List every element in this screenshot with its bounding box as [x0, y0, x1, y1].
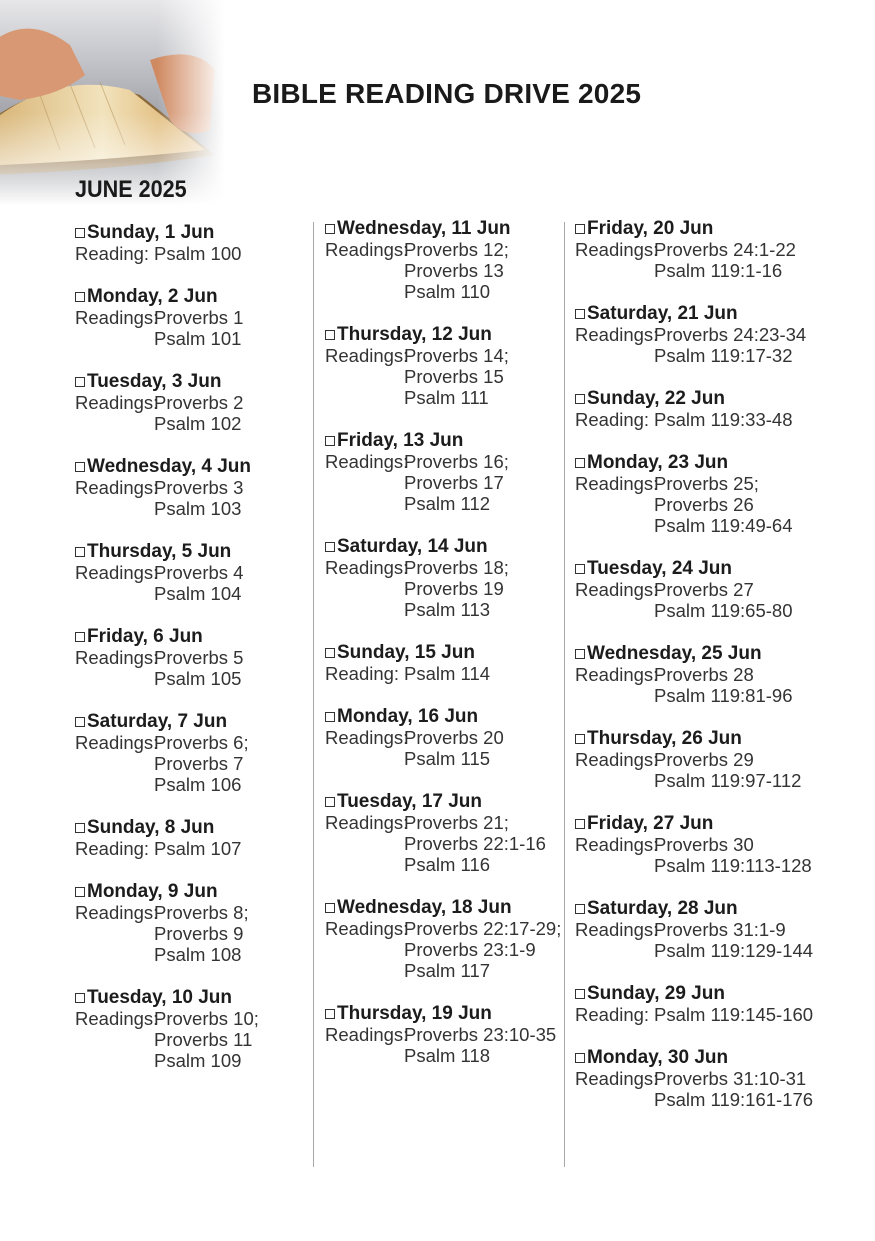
readings-row	[575, 1068, 814, 1110]
readings-list	[654, 749, 801, 791]
readings-label: Readings:	[575, 834, 659, 855]
readings-row	[75, 392, 310, 434]
day-label: Thursday, 5 Jun	[87, 541, 232, 562]
readings-list	[654, 579, 793, 621]
day-row	[575, 898, 810, 919]
readings-row	[575, 324, 810, 366]
checkbox-icon[interactable]	[75, 377, 85, 387]
checkbox-icon[interactable]	[325, 797, 335, 807]
reading-passage: Proverbs 18;	[404, 557, 509, 578]
readings-label: Reading:	[575, 1004, 650, 1025]
reading-entry	[75, 881, 310, 965]
column-3	[575, 218, 814, 1132]
day-label: Monday, 16 Jun	[337, 706, 479, 727]
reading-passage: Psalm 101	[154, 328, 242, 349]
readings-label: Readings:	[75, 1008, 159, 1029]
day-label: Monday, 30 Jun	[587, 1047, 729, 1068]
readings-row	[325, 1024, 560, 1066]
readings-row	[325, 812, 560, 875]
readings-list	[654, 919, 813, 961]
readings-list	[404, 727, 504, 769]
reading-passage: Proverbs 2	[154, 392, 244, 413]
reading-passage: Psalm 119:113-128	[654, 855, 812, 876]
readings-list	[404, 451, 509, 514]
day-row	[325, 324, 560, 345]
reading-passage: Psalm 119:161-176	[654, 1089, 814, 1110]
readings-list	[404, 918, 561, 981]
reading-passage: Proverbs 15	[404, 366, 504, 387]
reading-passage: Proverbs 22:1-16	[404, 833, 546, 854]
day-label: Thursday, 12 Jun	[337, 324, 492, 345]
reading-entry	[325, 791, 560, 875]
readings-list	[654, 834, 812, 876]
readings-label: Readings:	[575, 749, 659, 770]
reading-passage: Proverbs 14;	[404, 345, 509, 366]
reading-entry	[75, 541, 310, 604]
readings-row	[325, 239, 560, 302]
reading-passage: Psalm 111	[404, 387, 489, 408]
checkbox-icon[interactable]	[575, 819, 585, 829]
day-label: Sunday, 1 Jun	[87, 222, 215, 243]
day-row	[75, 817, 310, 838]
reading-passage: Proverbs 17	[404, 472, 504, 493]
readings-list	[654, 324, 806, 366]
reading-entry	[75, 222, 310, 264]
checkbox-icon[interactable]	[575, 564, 585, 574]
readings-row	[325, 345, 560, 408]
readings-list	[154, 902, 249, 965]
day-label: Tuesday, 17 Jun	[337, 791, 483, 812]
readings-row	[575, 409, 810, 430]
reading-passage: Proverbs 24:23-34	[654, 324, 807, 345]
readings-label: Readings:	[325, 1024, 409, 1045]
readings-label: Readings:	[325, 918, 409, 939]
day-label: Saturday, 7 Jun	[87, 711, 228, 732]
day-label: Wednesday, 4 Jun	[87, 456, 252, 477]
readings-row	[575, 473, 810, 536]
readings-label: Readings:	[75, 732, 159, 753]
readings-row	[75, 1008, 310, 1071]
readings-label: Reading:	[325, 663, 400, 684]
reading-passage: Psalm 105	[154, 668, 242, 689]
reading-passage: Proverbs 23:10-35	[404, 1024, 557, 1045]
reading-entry	[75, 456, 310, 519]
checkbox-icon[interactable]	[575, 458, 585, 468]
day-label: Tuesday, 24 Jun	[587, 558, 733, 579]
readings-row	[325, 451, 560, 514]
readings-label: Readings:	[75, 392, 159, 413]
reading-entry	[75, 371, 310, 434]
reading-entry	[325, 324, 560, 408]
readings-row	[75, 243, 310, 264]
readings-row	[575, 749, 810, 791]
day-row	[325, 218, 560, 239]
reading-entry	[75, 987, 310, 1071]
readings-row	[75, 732, 310, 795]
checkbox-icon[interactable]	[575, 309, 585, 319]
reading-passage: Psalm 117	[404, 960, 491, 981]
reading-passage: Proverbs 23:1-9	[404, 939, 536, 960]
day-row	[325, 706, 560, 727]
readings-list	[154, 477, 243, 519]
readings-label: Readings:	[75, 647, 159, 668]
reading-passage: Proverbs 11	[154, 1029, 253, 1050]
reading-passage: Proverbs 22:17-29;	[404, 918, 562, 939]
readings-list	[654, 409, 793, 430]
readings-label: Readings:	[575, 324, 659, 345]
checkbox-icon[interactable]	[75, 823, 85, 833]
readings-label: Reading:	[575, 409, 650, 430]
day-row	[575, 558, 810, 579]
checkbox-icon[interactable]	[325, 903, 335, 913]
readings-label: Readings:	[325, 239, 409, 260]
day-row	[75, 286, 310, 307]
readings-list	[654, 473, 793, 536]
reading-passage: Psalm 109	[154, 1050, 242, 1071]
readings-label: Readings:	[325, 727, 409, 748]
readings-list	[154, 1008, 259, 1071]
day-label: Sunday, 8 Jun	[87, 817, 215, 838]
checkbox-icon[interactable]	[75, 228, 85, 238]
day-label: Tuesday, 10 Jun	[87, 987, 233, 1008]
reading-entry	[325, 1003, 560, 1066]
readings-list	[154, 838, 241, 859]
reading-entry	[575, 388, 810, 430]
reading-entry	[325, 642, 560, 684]
readings-label: Readings:	[575, 664, 659, 685]
column-1	[75, 222, 310, 1093]
readings-label: Readings:	[75, 562, 159, 583]
day-label: Saturday, 21 Jun	[587, 303, 738, 324]
day-row	[325, 536, 560, 557]
readings-list	[154, 243, 241, 264]
readings-label: Readings:	[325, 812, 409, 833]
readings-list	[654, 664, 793, 706]
reading-entry	[575, 303, 810, 366]
readings-list	[404, 239, 509, 302]
checkbox-icon[interactable]	[75, 547, 85, 557]
readings-row	[325, 918, 560, 981]
reading-passage: Proverbs 20	[404, 727, 504, 748]
day-label: Wednesday, 18 Jun	[337, 897, 512, 918]
column-2	[325, 218, 560, 1088]
reading-passage: Psalm 113	[404, 599, 491, 620]
reading-passage: Proverbs 19	[404, 578, 504, 599]
reading-passage: Proverbs 24:1-22	[654, 239, 796, 260]
readings-list	[404, 812, 546, 875]
readings-label: Readings:	[575, 579, 659, 600]
day-row	[75, 881, 310, 902]
reading-passage: Proverbs 21;	[404, 812, 509, 833]
reading-entry	[325, 706, 560, 769]
day-row	[575, 1047, 810, 1068]
readings-label: Readings:	[575, 1068, 659, 1089]
checkbox-icon[interactable]	[75, 462, 85, 472]
day-label: Friday, 13 Jun	[337, 430, 464, 451]
page-title: BIBLE READING DRIVE 2025	[252, 78, 642, 109]
checkbox-icon[interactable]	[575, 904, 585, 914]
readings-label: Reading:	[75, 838, 150, 859]
reading-entry	[75, 711, 310, 795]
day-row	[575, 983, 810, 1004]
readings-row	[325, 663, 560, 684]
reading-entry	[575, 452, 810, 536]
day-row	[575, 303, 810, 324]
reading-entry	[75, 286, 310, 349]
readings-list	[654, 239, 796, 281]
checkbox-icon[interactable]	[325, 330, 335, 340]
day-row	[75, 711, 310, 732]
checkbox-icon[interactable]	[575, 649, 585, 659]
reading-passage: Psalm 119:81-96	[654, 685, 793, 706]
reading-passage: Proverbs 4	[154, 562, 244, 583]
reading-passage: Psalm 119:145-160	[654, 1004, 814, 1025]
day-label: Saturday, 28 Jun	[587, 898, 738, 919]
readings-label: Reading:	[75, 243, 150, 264]
reading-passage: Psalm 119:65-80	[654, 600, 793, 621]
reading-entry	[325, 536, 560, 620]
reading-entry	[75, 626, 310, 689]
readings-label: Readings:	[75, 477, 159, 498]
reading-passage: Proverbs 29	[654, 749, 754, 770]
readings-row	[75, 838, 310, 859]
reading-passage: Proverbs 7	[154, 753, 244, 774]
reading-entry	[575, 558, 810, 621]
checkbox-icon[interactable]	[75, 717, 85, 727]
day-label: Monday, 23 Jun	[587, 452, 729, 473]
reading-passage: Psalm 114	[404, 663, 491, 684]
day-label: Monday, 9 Jun	[87, 881, 218, 902]
checkbox-icon[interactable]	[575, 1053, 585, 1063]
reading-entry	[75, 817, 310, 859]
reading-passage: Psalm 107	[154, 838, 242, 859]
month-heading: JUNE 2025	[75, 176, 187, 203]
day-label: Monday, 2 Jun	[87, 286, 218, 307]
column-divider	[313, 222, 314, 1167]
reading-passage: Proverbs 10;	[154, 1008, 259, 1029]
readings-row	[575, 834, 810, 876]
day-row	[75, 987, 310, 1008]
reading-passage: Psalm 119:129-144	[654, 940, 814, 961]
reading-passage: Proverbs 27	[654, 579, 754, 600]
checkbox-icon[interactable]	[75, 292, 85, 302]
day-row	[325, 1003, 560, 1024]
reading-passage: Proverbs 25;	[654, 473, 759, 494]
reading-entry	[575, 983, 814, 1025]
day-label: Thursday, 19 Jun	[337, 1003, 492, 1024]
reading-entry	[575, 218, 810, 281]
readings-list	[404, 663, 490, 684]
readings-row	[75, 477, 310, 519]
checkbox-icon[interactable]	[75, 632, 85, 642]
checkbox-icon[interactable]	[575, 394, 585, 404]
day-label: Wednesday, 11 Jun	[337, 218, 511, 239]
day-label: Sunday, 15 Jun	[337, 642, 475, 663]
readings-label: Readings:	[75, 307, 159, 328]
checkbox-icon[interactable]	[325, 648, 335, 658]
day-row	[575, 728, 810, 749]
readings-list	[154, 562, 243, 604]
reading-passage: Psalm 119:49-64	[654, 515, 793, 536]
reading-passage: Proverbs 6;	[154, 732, 249, 753]
reading-entry	[325, 430, 560, 514]
reading-passage: Psalm 119:97-112	[654, 770, 802, 791]
reading-entry	[575, 643, 810, 706]
readings-row	[75, 647, 310, 689]
reading-passage: Proverbs 30	[654, 834, 754, 855]
day-label: Saturday, 14 Jun	[337, 536, 488, 557]
reading-passage: Psalm 100	[154, 243, 242, 264]
open-bible-photo	[0, 0, 225, 205]
reading-entry	[325, 897, 560, 981]
readings-list	[654, 1068, 813, 1110]
day-row	[75, 456, 310, 477]
readings-list	[154, 307, 243, 349]
checkbox-icon[interactable]	[75, 887, 85, 897]
reading-passage: Proverbs 3	[154, 477, 244, 498]
reading-passage: Psalm 116	[404, 854, 491, 875]
checkbox-icon[interactable]	[325, 542, 335, 552]
reading-entry	[575, 1047, 814, 1110]
day-row	[575, 813, 810, 834]
reading-passage: Proverbs 13	[404, 260, 504, 281]
reading-passage: Psalm 108	[154, 944, 242, 965]
readings-row	[325, 557, 560, 620]
day-row	[325, 791, 560, 812]
column-divider	[564, 222, 565, 1167]
readings-label: Readings:	[575, 473, 659, 494]
day-row	[575, 452, 810, 473]
reading-passage: Proverbs 31:1-9	[654, 919, 786, 940]
reading-passage: Psalm 119:1-16	[654, 260, 783, 281]
day-row	[75, 541, 310, 562]
readings-list	[404, 1024, 556, 1066]
readings-list	[154, 392, 243, 434]
readings-list	[404, 345, 509, 408]
reading-passage: Proverbs 8;	[154, 902, 249, 923]
readings-row	[575, 579, 810, 621]
reading-passage: Psalm 115	[404, 748, 491, 769]
reading-passage: Proverbs 5	[154, 647, 244, 668]
reading-passage: Proverbs 26	[654, 494, 754, 515]
day-label: Sunday, 22 Jun	[587, 388, 725, 409]
day-row	[325, 897, 560, 918]
readings-row	[75, 902, 310, 965]
readings-label: Readings:	[575, 919, 659, 940]
readings-label: Readings:	[325, 345, 409, 366]
readings-label: Readings:	[575, 239, 659, 260]
day-row	[75, 222, 310, 243]
readings-row	[575, 239, 810, 281]
readings-list	[154, 732, 249, 795]
readings-row	[575, 919, 814, 961]
reading-passage: Proverbs 12;	[404, 239, 509, 260]
readings-label: Readings:	[325, 557, 409, 578]
checkbox-icon[interactable]	[575, 734, 585, 744]
reading-entry	[575, 728, 810, 791]
day-label: Thursday, 26 Jun	[587, 728, 742, 749]
day-label: Wednesday, 25 Jun	[587, 643, 762, 664]
readings-list	[154, 647, 243, 689]
checkbox-icon[interactable]	[75, 993, 85, 1003]
readings-label: Readings:	[75, 902, 159, 923]
reading-entry	[575, 813, 810, 876]
day-label: Friday, 27 Jun	[587, 813, 714, 834]
day-row	[75, 626, 310, 647]
readings-row	[575, 664, 810, 706]
readings-list	[654, 1004, 813, 1025]
reading-passage: Psalm 112	[404, 493, 491, 514]
readings-row	[75, 307, 310, 349]
reading-passage: Proverbs 28	[654, 664, 754, 685]
reading-passage: Psalm 103	[154, 498, 242, 519]
day-label: Tuesday, 3 Jun	[87, 371, 222, 392]
reading-passage: Psalm 102	[154, 413, 242, 434]
day-label: Sunday, 29 Jun	[587, 983, 725, 1004]
day-row	[75, 371, 310, 392]
readings-row	[325, 727, 560, 769]
reading-passage: Psalm 110	[404, 281, 491, 302]
day-label: Friday, 20 Jun	[587, 218, 714, 239]
reading-entry	[575, 898, 814, 961]
readings-row	[75, 562, 310, 604]
reading-passage: Proverbs 31:10-31	[654, 1068, 807, 1089]
readings-row	[575, 1004, 814, 1025]
checkbox-icon[interactable]	[325, 436, 335, 446]
reading-passage: Psalm 104	[154, 583, 242, 604]
checkbox-icon[interactable]	[325, 712, 335, 722]
reading-entry	[325, 218, 560, 302]
day-label: Friday, 6 Jun	[87, 626, 203, 647]
day-row	[575, 643, 810, 664]
readings-label: Readings:	[325, 451, 409, 472]
readings-list	[404, 557, 509, 620]
day-row	[575, 218, 810, 239]
checkbox-icon[interactable]	[575, 224, 585, 234]
reading-passage: Psalm 106	[154, 774, 242, 795]
checkbox-icon[interactable]	[325, 1009, 335, 1019]
reading-passage: Proverbs 1	[154, 307, 244, 328]
reading-passage: Proverbs 16;	[404, 451, 509, 472]
reading-passage: Psalm 119:33-48	[654, 409, 793, 430]
day-row	[325, 430, 560, 451]
checkbox-icon[interactable]	[325, 224, 335, 234]
day-row	[575, 388, 810, 409]
day-row	[325, 642, 560, 663]
reading-passage: Psalm 118	[404, 1045, 491, 1066]
reading-passage: Proverbs 9	[154, 923, 244, 944]
reading-passage: Psalm 119:17-32	[654, 345, 793, 366]
checkbox-icon[interactable]	[575, 989, 585, 999]
